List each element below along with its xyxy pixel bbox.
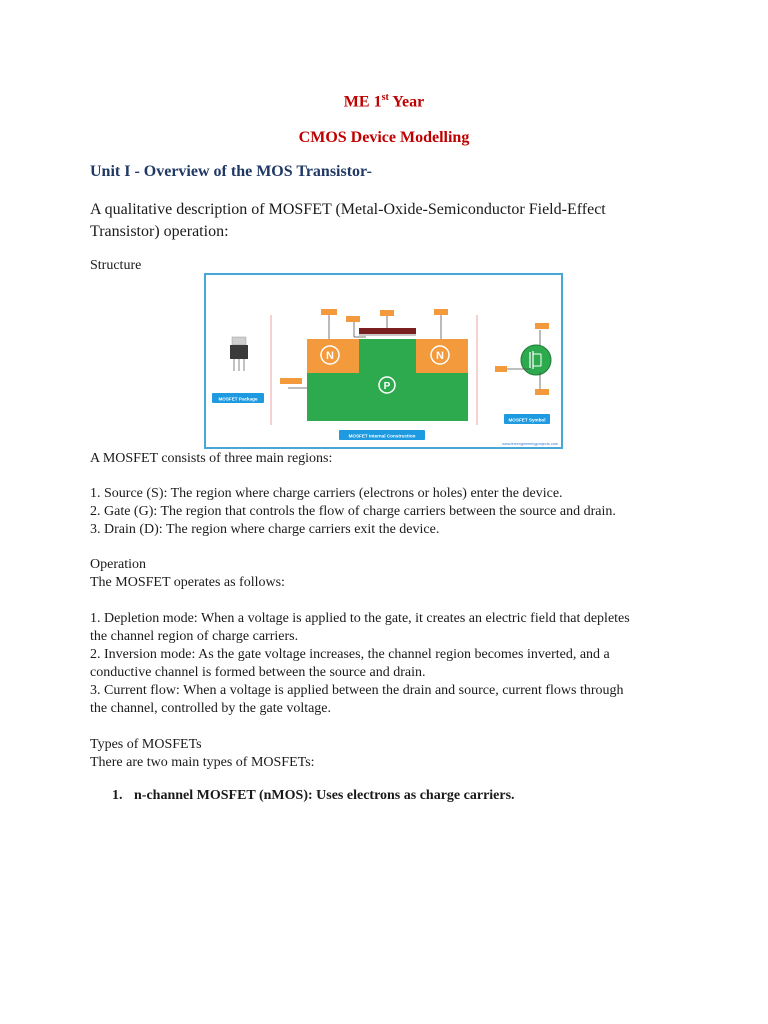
symbol-gate-tag	[495, 366, 507, 372]
types-intro: There are two main types of MOSFETs:	[90, 755, 315, 770]
list-item: 2. Gate (G): The region that controls the flow of charge carriers between the source and drain.	[90, 504, 616, 519]
intro-paragraph	[90, 199, 690, 243]
watermark-text: www.theengineeringprojects.com	[502, 442, 558, 446]
list-item: 2. Inversion mode: As the gate voltage increases, the channel region becomes inverted, and a	[90, 647, 610, 662]
drain-tag	[434, 309, 448, 315]
course-title: CMOS Device Modelling	[298, 129, 470, 146]
types-list-item	[112, 788, 515, 804]
n-source-letter: N	[326, 350, 334, 362]
list-item: 1. Depletion mode: When a voltage is applied to the gate, it creates an electric field that depletes	[90, 611, 630, 626]
types-heading: Types of MOSFETs	[90, 737, 202, 752]
internal-caption: MOSFET Internal Construction	[348, 433, 416, 439]
body-tag	[346, 316, 360, 322]
operation-heading: Operation	[90, 557, 146, 572]
mosfet-internal-construction	[280, 309, 468, 421]
source-tag	[321, 309, 337, 315]
list-item: the channel, controlled by the gate voltage.	[90, 701, 332, 716]
list-item: conductive channel is formed between the source and drain.	[90, 665, 426, 680]
mosfet-figure	[204, 273, 563, 449]
unit-heading: Unit I - Overview of the MOS Transistor-	[90, 163, 372, 180]
substrate-tag	[280, 378, 302, 384]
document-year-title: ME 1st Year	[343, 92, 425, 111]
symbol-caption: MOSFET Symbol	[508, 417, 546, 423]
gate-electrode	[359, 328, 416, 334]
package-caption: MOSFET Package	[218, 396, 258, 402]
regions-list	[90, 485, 690, 539]
list-item: 1. Source (S): The region where charge carriers (electrons or holes) enter the device.	[90, 486, 563, 501]
list-item: the channel region of charge carriers.	[90, 629, 299, 644]
intro-line-1: A qualitative description of MOSFET (Metal-Oxide-Semiconductor Field-Effect	[90, 201, 606, 218]
regions-intro: A MOSFET consists of three main regions:	[90, 451, 333, 466]
mosfet-diagram	[206, 275, 561, 447]
list-text: n-channel MOSFET (nMOS): Uses electrons as charge carriers.	[134, 788, 515, 803]
operation-intro: The MOSFET operates as follows:	[90, 575, 285, 590]
n-drain-letter: N	[436, 350, 444, 362]
structure-label: Structure	[90, 258, 142, 273]
operation-list	[90, 610, 690, 718]
list-item: 3. Current flow: When a voltage is applied between the drain and source, current flows through	[90, 683, 624, 698]
symbol-source-tag	[535, 389, 549, 395]
list-number: 1.	[112, 788, 123, 803]
types-section	[90, 736, 690, 772]
p-substrate-letter: P	[383, 381, 391, 392]
list-item: 3. Drain (D): The region where charge carriers exit the device.	[90, 522, 440, 537]
intro-line-2: Transistor) operation:	[90, 223, 229, 240]
mosfet-symbol-icon	[495, 323, 551, 395]
operation-section	[90, 556, 690, 592]
symbol-drain-tag	[535, 323, 549, 329]
mosfet-package-icon	[230, 337, 248, 371]
gate-tag	[380, 310, 394, 316]
